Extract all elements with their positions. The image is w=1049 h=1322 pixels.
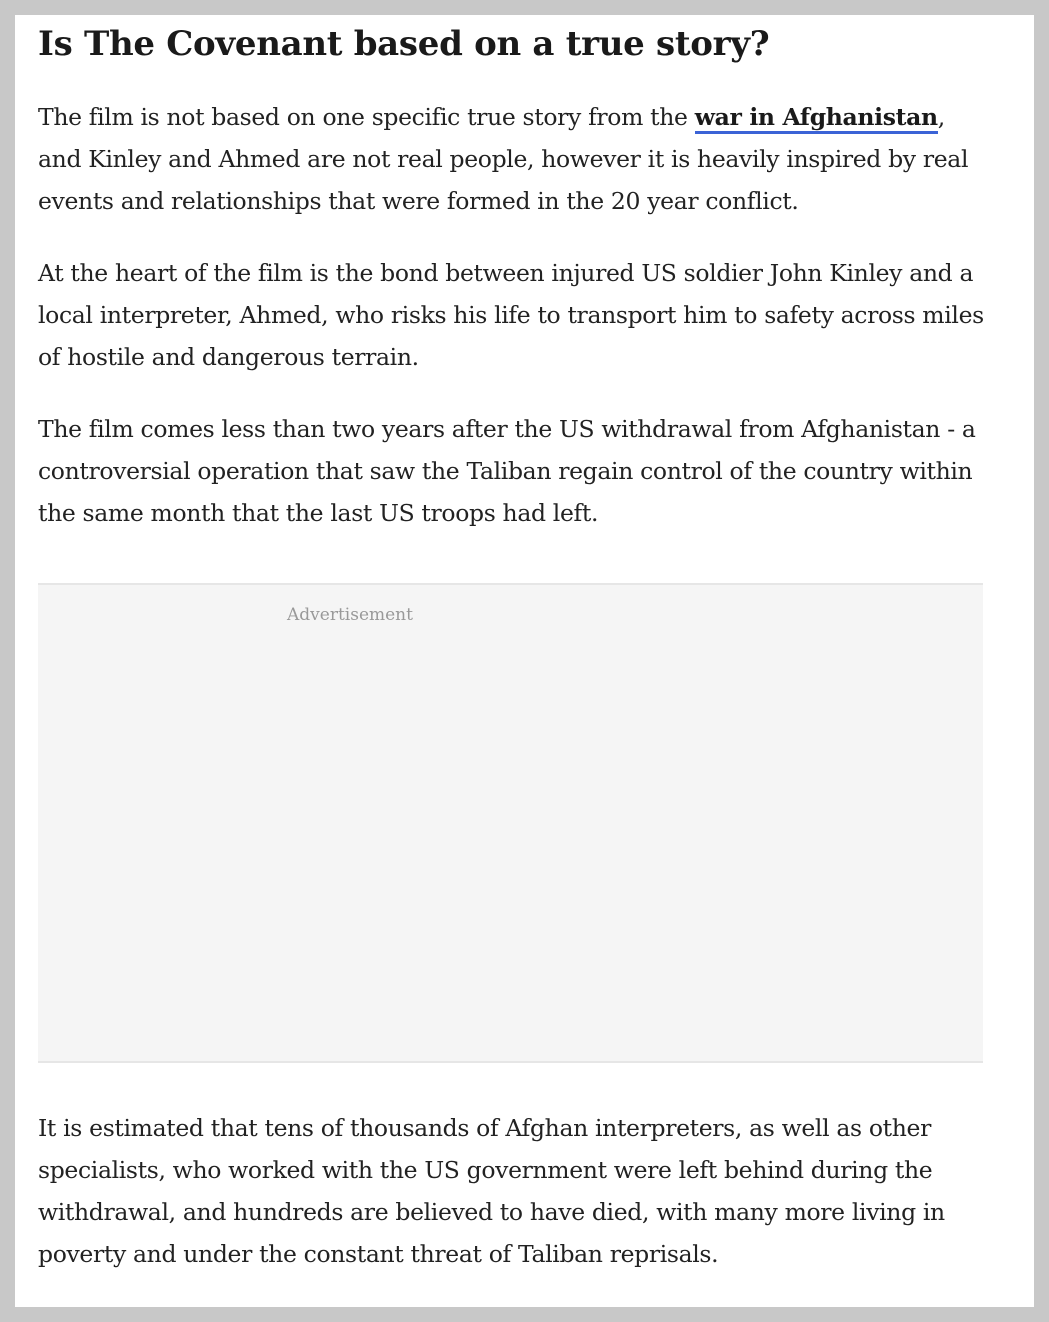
advertisement-label: Advertisement bbox=[287, 605, 413, 625]
paragraph-text-before-link: The film is not based on one specific true story from the bbox=[38, 103, 695, 131]
article-heading: Is The Covenant based on a true story? bbox=[38, 24, 770, 64]
article-card bbox=[15, 15, 1034, 1307]
paragraph-true-story bbox=[38, 96, 988, 222]
paragraph-heart-of-film: At the heart of the film is the bond between injured US soldier John Kinley and a local interpreter, Ahmed, who risks his life to transport him to safety across miles of hostile and dangerous terrain. bbox=[38, 259, 984, 371]
paragraph-text-after-link: , and Kinley and Ahmed are not real people, however it is heavily inspired by real events and relationships that were formed in the 20 year conflict. bbox=[38, 103, 969, 215]
war-in-afghanistan-link[interactable]: war in Afghanistan bbox=[695, 103, 938, 134]
advertisement-slot[interactable] bbox=[38, 583, 983, 1063]
paragraph-us-withdrawal: The film comes less than two years after the US withdrawal from Afghanistan - a controversial operation that saw the Taliban regain control of the country within the same month that the last US troops had left. bbox=[38, 415, 976, 527]
paragraph-interpreters: It is estimated that tens of thousands of Afghan interpreters, as well as other specialists, who worked with the US government were left behind during the withdrawal, and hundreds are believed to have died, with many more living in poverty and under the constant threat of Taliban reprisals. bbox=[38, 1114, 945, 1268]
